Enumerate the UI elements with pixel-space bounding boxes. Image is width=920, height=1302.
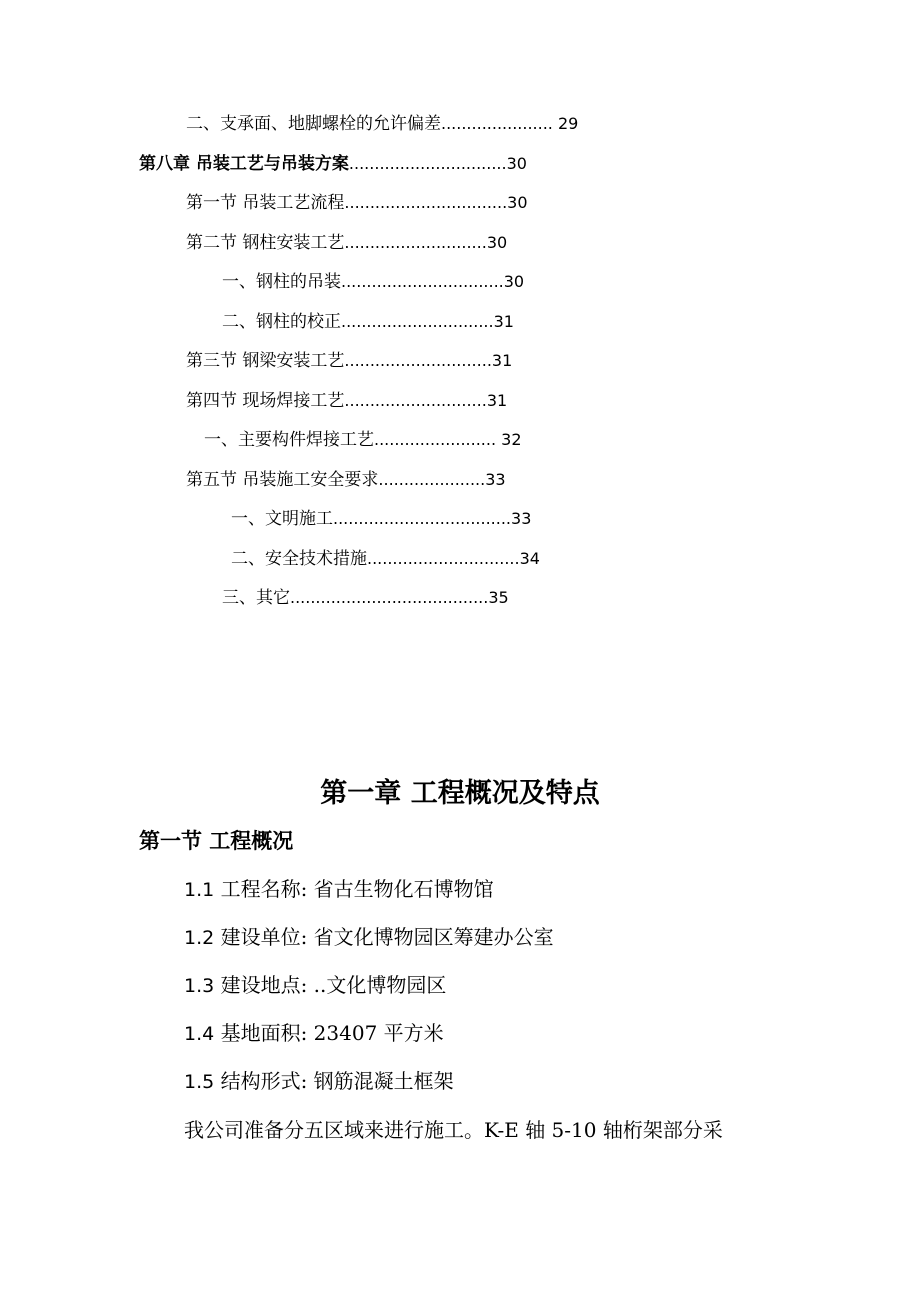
section-heading: 第一节 工程概况 <box>139 828 294 853</box>
toc-leader-dots: ..................... <box>378 470 486 489</box>
toc-entry-safety-measures[interactable] <box>231 548 540 570</box>
toc-entry-title: 一、文明施工 <box>231 509 333 529</box>
toc-entry-title: 二、支承面、地脚螺栓的允许偏差 <box>186 114 441 134</box>
item-text: 基地面积: 23407 平方米 <box>214 1021 444 1045</box>
toc-leader-dots: ............................ <box>344 391 487 410</box>
item-text: 建设单位: 省文化博物园区筹建办公室 <box>214 925 554 949</box>
toc-entry-column-hoisting[interactable] <box>222 271 524 293</box>
toc-entry-title: 一、主要构件焊接工艺 <box>204 430 374 450</box>
toc-leader-dots: .............................. <box>367 549 520 568</box>
builder-unit-line <box>184 923 554 952</box>
project-name-line <box>184 875 494 904</box>
item-number: 1.2 <box>184 927 215 949</box>
item-text: 建设地点: ..文化博物园区 <box>214 973 447 997</box>
toc-leader-dots: ...................... <box>441 114 553 133</box>
item-number: 1.3 <box>184 975 215 997</box>
site-area-line <box>184 1019 444 1048</box>
toc-entry-title: 第八章 吊装工艺与吊装方案 <box>139 154 349 174</box>
toc-entry-title: 一、钢柱的吊装 <box>222 272 341 292</box>
toc-page-number: 35 <box>488 588 509 607</box>
toc-leader-dots: ............................ <box>344 233 487 252</box>
toc-entry-section-1[interactable] <box>186 192 528 214</box>
item-text: 工程名称: 省古生物化石博物馆 <box>214 877 494 901</box>
toc-page-number: 32 <box>496 430 522 449</box>
toc-entry-title: 二、安全技术措施 <box>231 549 367 569</box>
item-number: 1.1 <box>184 879 215 901</box>
toc-page-number: 31 <box>491 351 513 370</box>
toc-leader-dots: ........................ <box>374 430 497 449</box>
toc-entry-chapter-8[interactable] <box>139 153 527 175</box>
toc-entry-title: 第一节 吊装工艺流程 <box>186 193 345 213</box>
toc-page-number: 30 <box>507 193 528 212</box>
build-location-line <box>184 971 446 1000</box>
toc-entry-section-2[interactable] <box>186 232 507 254</box>
item-text: 结构形式: 钢筋混凝土框架 <box>214 1069 454 1093</box>
toc-leader-dots: ............................. <box>344 351 492 370</box>
toc-leader-dots: ................................ <box>344 193 508 212</box>
toc-entry-others[interactable] <box>222 587 509 609</box>
toc-page-number: 34 <box>519 549 540 568</box>
toc-entry-section-5[interactable] <box>186 469 506 491</box>
toc-entry-civilized-construction[interactable] <box>231 508 531 530</box>
toc-page-number: 30 <box>486 233 508 252</box>
toc-leader-dots: ....................................... <box>290 588 489 607</box>
chapter-heading: 第一章 工程概况及特点 <box>320 778 600 809</box>
toc-entry-section-4[interactable] <box>186 390 507 412</box>
item-number: 1.4 <box>184 1023 215 1045</box>
toc-page-number: 33 <box>485 470 506 489</box>
toc-page-number: 29 <box>552 114 579 133</box>
toc-entry-support-bolt-deviation[interactable] <box>186 113 578 135</box>
toc-page-number: 31 <box>486 391 508 410</box>
construction-plan-paragraph: 我公司准备分五区域来进行施工。K-E 轴 5-10 轴桁架部分采 <box>184 1118 723 1142</box>
toc-entry-title: 第五节 吊装施工安全要求 <box>186 470 379 490</box>
item-number: 1.5 <box>184 1071 215 1093</box>
toc-entry-title: 第四节 现场焊接工艺 <box>186 391 345 411</box>
toc-entry-title: 三、其它 <box>222 588 290 608</box>
toc-page-number: 30 <box>506 154 527 173</box>
structure-form-line <box>184 1067 454 1096</box>
toc-leader-dots: ............................... <box>348 154 507 173</box>
toc-entry-title: 第三节 钢梁安装工艺 <box>186 351 345 371</box>
toc-page-number: 33 <box>511 509 532 528</box>
toc-entry-main-welding[interactable] <box>204 429 522 451</box>
toc-entry-title: 二、钢柱的校正 <box>222 312 341 332</box>
toc-leader-dots: ................................ <box>341 272 504 291</box>
toc-leader-dots: ................................... <box>333 509 512 528</box>
toc-entry-column-correction[interactable] <box>222 311 514 333</box>
toc-leader-dots: .............................. <box>341 312 494 331</box>
toc-entry-section-3[interactable] <box>186 350 512 372</box>
toc-page-number: 31 <box>493 312 514 331</box>
toc-page-number: 30 <box>503 272 525 291</box>
toc-entry-title: 第二节 钢柱安装工艺 <box>186 233 345 253</box>
